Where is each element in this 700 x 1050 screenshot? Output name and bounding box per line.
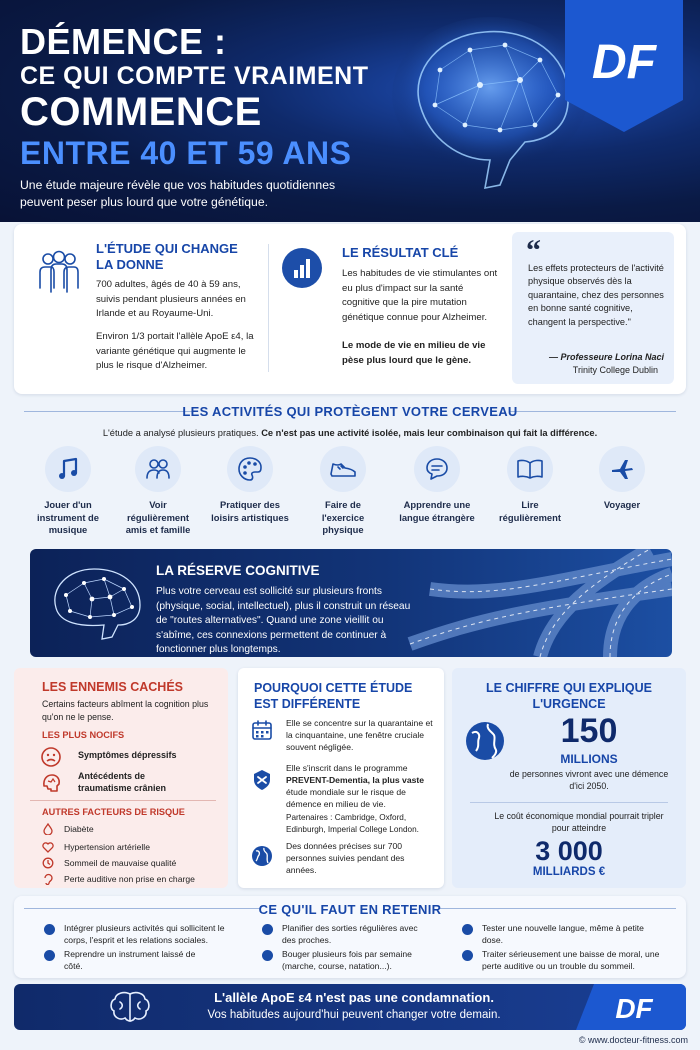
title-line-4: ENTRE 40 ET 59 ANS [20,135,352,171]
activities-title: LES ACTIVITÉS QUI PROTÈGENT VOTRE CERVEAU [182,404,518,419]
figures-title: LE CHIFFRE QUI EXPLIQUE L'URGENCE [486,681,652,711]
figure-150-unit: MILLIONS [560,752,618,766]
highway-network-illustration [390,549,672,657]
why-item-2 [286,762,438,810]
retain-item: Reprendre un instrument laissé de côté. [64,949,196,971]
heart-pulse-icon [42,841,54,853]
why-partners: Partenaires : Cambridge, Oxford, Edinburgh, Imperial College London. [286,813,419,834]
retain-item: Intégrer plusieurs activités qui sollicitent le corps, l'esprit et les relations sociales. [64,923,225,945]
brain-outline-icon [108,990,152,1024]
df-logo-text: DF [592,36,656,89]
site-credit[interactable]: © www.docteur-fitness.com [578,1035,688,1045]
figure-3000-unit: MILLIARDS € [532,866,606,878]
activity-label: Voir régulièrement amis et famille [125,499,191,535]
sneaker-icon [328,457,358,481]
footer-line-2: Vos habitudes aujourd'hui peuvent changer votre demain. [207,1009,501,1021]
title-line-2: CE QUI COMPTE VRAIMENT [20,62,369,90]
why-item-3: Des données précises sur 700 personnes suivies pendant des années. [286,841,405,875]
brain-network-illustration [390,10,590,210]
quote-box [512,232,674,384]
retain-item: Planifier des sorties régulières avec des proches. [282,923,418,945]
top-harmful-item: Antécédents de traumatisme crânien [78,771,167,793]
study-paragraph-2: Environ 1/3 portait l'allèle ApoE ε4, la variante génétique qui augmente le plus le risque d'Alzheimer. [96,331,254,371]
head-injury-icon [40,772,62,794]
df-footer-logo-text: DF [615,993,653,1024]
check-icon [44,924,55,935]
footer-banner [14,984,686,1030]
other-risk-item: Perte auditive non prise en charge [64,874,195,884]
check-icon [462,950,473,961]
quote-author: — Professeure Lorina Naci [548,352,664,362]
activities-intro [0,428,700,438]
why-title: POURQUOI CETTE ÉTUDE EST DIFFÉRENTE [254,681,413,711]
reserve-title: LA RÉSERVE COGNITIVE [156,563,320,578]
bar-chart-icon [282,248,322,288]
check-icon [44,950,55,961]
why-item-2-bold: PREVENT-Dementia, la plus vaste [286,775,425,785]
other-risk-title: AUTRES FACTEURS DE RISQUE [42,807,185,817]
activities-intro-plain: L'étude a analysé plusieurs pratiques. [102,428,262,438]
open-book-icon [515,457,545,481]
quote-mark-icon: “ [526,234,541,267]
check-icon [262,950,273,961]
calendar-icon [250,718,274,742]
study-paragraph-1: 700 adultes, âgés de 40 à 59 ans, suivis pendant plusieurs années en Irlande et au Royaume-Uni. [96,279,246,319]
activity-label: Apprendre une langue étrangère [399,499,475,523]
study-title: L'ÉTUDE QUI CHANGE LA DONNE [96,241,238,272]
activity-label: Faire de l'exercice physique [321,499,365,535]
activity-label: Lire régulièrement [499,499,561,523]
people-icon [144,456,172,482]
activity-music [28,446,108,537]
title-line-1: DÉMENCE : [20,21,227,62]
top-harmful-title: LES PLUS NOCIFS [42,730,125,740]
figure-3000: 3 000 [535,836,603,866]
activities-intro-bold: Ce n'est pas une activité isolée, mais leur combinaison qui fait la différence. [261,428,598,438]
df-footer-logo [576,984,686,1030]
why-item-2-plain: Elle s'inscrit dans le programme [286,763,408,773]
clock-icon [42,857,54,869]
speech-bubble-icon [423,456,451,482]
other-risk-item: Hypertension artérielle [64,842,150,852]
ear-icon [42,873,54,885]
other-risk-item: Diabète [64,824,94,834]
world-globe-icon [464,720,506,762]
retain-item: Bouger plusieurs fois par semaine (marche, course, natation...). [282,949,412,971]
retain-item: Traiter sérieusement une baisse de moral, une perte auditive ou un trouble du sommeil. [482,949,660,971]
activity-exercise [303,446,383,537]
why-item-2-rest: étude mondiale sur le risque de démence en milieu de vie. [286,787,406,809]
palette-icon [236,455,264,483]
activity-language [397,446,477,524]
title-line-3: COMMENCE [20,90,262,134]
enemies-intro: Certains facteurs abîment la cognition plus qu'on ne le pense. [42,699,209,722]
research-icon [250,768,274,792]
df-logo-badge [565,0,683,132]
top-harmful-item: Symptômes dépressifs [78,750,177,760]
result-paragraph-2: Le mode de vie en milieu de vie pèse plus lourd que le gène. [342,340,486,366]
activity-label: Jouer d'un instrument de musique [37,499,99,535]
enemies-title: LES ENNEMIS CACHÉS [42,680,183,694]
airplane-icon [608,455,636,483]
globe-icon [250,844,274,868]
sad-face-icon [40,746,62,768]
result-title: LE RÉSULTAT CLÉ [342,245,459,260]
retain-title: CE QU'IL FAUT EN RETENIR [258,902,442,917]
activity-social [118,446,198,537]
column-divider [268,244,269,372]
hero-subtitle: Une étude majeure révèle que vos habitudes quotidiennes peuvent peser plus lourd que votre génétique. [20,178,336,209]
activity-reading [490,446,570,524]
check-icon [262,924,273,935]
quote-affiliation: Trinity College Dublin [572,365,658,375]
figures-panel [452,668,686,888]
enemies-panel [14,668,228,888]
footer-line-1: L'allèle ApoE ε4 n'est pas une condamnation. [214,990,494,1005]
brain-network-icon [46,563,146,643]
why-item-1: Elle se concentre sur la quarantaine et la cinquantaine, une fenêtre cruciale souvent négligée. [286,718,433,752]
activity-label: Voyager [603,499,641,510]
cognitive-reserve-banner [30,549,672,657]
hero-banner [0,0,700,222]
figure-150: 150 [560,712,618,750]
why-panel [238,668,444,888]
check-icon [462,924,473,935]
quote-text: Les effets protecteurs de l'activité physique observés dès la quarantaine, chez des personnes en bonne santé cognitive, changent la perspective." [528,263,664,327]
activity-travel [582,446,662,512]
figure-150-text: de personnes vivront avec une démence d'ici 2050. [509,769,669,791]
music-note-icon [55,456,81,482]
people-group-icon [34,248,84,298]
activity-art [210,446,290,524]
other-risk-item: Sommeil de mauvaise qualité [64,858,177,868]
drop-icon [42,823,54,835]
reserve-text: Plus votre cerveau est sollicité sur plusieurs fronts (physique, social, intellectuel), plus il construit un réseau de "routes alternatives". Quand une zone vieillit ou s'abîme, ces connexions permettent de continuer à fonctionner plus longtemps. [156,586,411,655]
enemies-divider [30,800,216,801]
retain-item: Tester une nouvelle langue, même à petite dose. [482,923,644,945]
activity-label: Pratiquer des loisirs artistiques [211,499,289,523]
result-paragraph-1: Les habitudes de vie stimulantes ont eu plus d'impact sur la santé cognitive que la pire mutation génétique connue pour Alzheimer. [342,268,498,323]
figure-cost-text: Le coût économique mondial pourrait tripler pour atteindre [494,811,664,833]
figures-divider [470,802,668,803]
